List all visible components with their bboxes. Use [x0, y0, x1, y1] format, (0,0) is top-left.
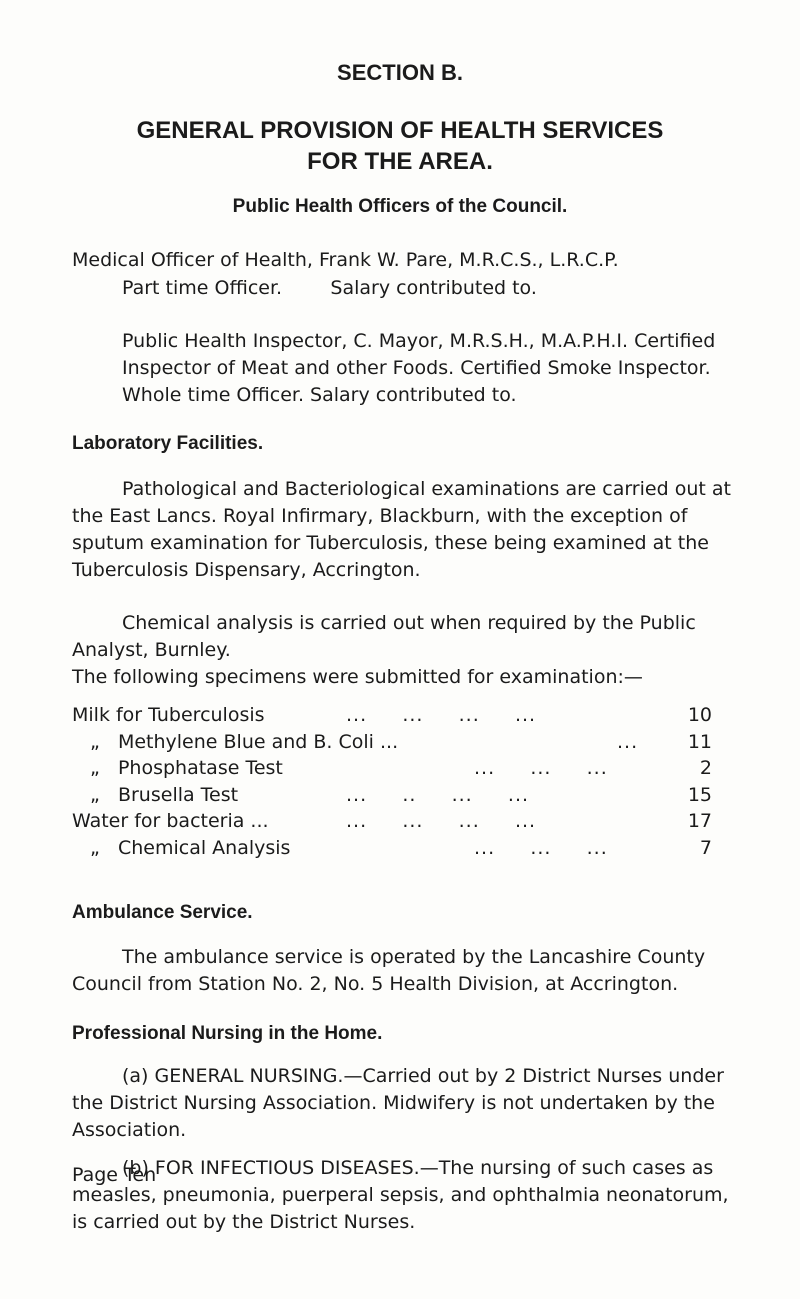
specimen-count: 7 [699, 836, 712, 859]
page-title-line-2: FOR THE AREA. [307, 148, 493, 175]
table-row [72, 784, 712, 811]
table-row [72, 837, 712, 864]
specimen-count: 15 [687, 783, 712, 806]
nursing-heading: Professional Nursing in the Home. [72, 1023, 383, 1044]
ambulance-heading: Ambulance Service. [72, 902, 253, 923]
specimen-label: Water for bacteria ... [72, 810, 269, 832]
medical-officer-line-2: Part time Officer. Salary contributed to. [122, 277, 537, 299]
specimen-count: 17 [687, 810, 712, 832]
laboratory-paragraph-1: Pathological and Bacteriological examinations are carried out at the East Lancs. Royal Infirmary, Blackburn, with the exception of sputum examination for Tuberculosis, these being examined at the Tuberculosis Dispensary, Accrington. [72, 478, 731, 581]
table-row [72, 757, 712, 784]
leader-dots: ... ... ... [474, 836, 608, 859]
leader-dots: ... ... ... ... [346, 810, 537, 832]
leader-dots: ... .. ... ... [346, 783, 530, 806]
leader-dots: ... [617, 730, 639, 753]
specimen-label: „ Chemical Analysis [90, 836, 291, 859]
officers-heading: Public Health Officers of the Council. [232, 196, 568, 217]
health-inspector-paragraph: Public Health Inspector, C. Mayor, M.R.S.H., M.A.P.H.I. Certified Inspector of Meat and other Foods. Certified Smoke Inspector. Whole time Officer. Salary contributed to. [122, 330, 716, 406]
table-row [72, 810, 712, 837]
table-row [72, 731, 712, 758]
specimen-label: „ Brusella Test [90, 783, 239, 806]
section-label: SECTION B. [337, 60, 463, 85]
specimen-label: „ Phosphatase Test [90, 757, 283, 779]
medical-officer-line-1: Medical Officer of Health, Frank W. Pare, M.R.C.S., L.R.C.P. [72, 249, 619, 271]
specimens-table [72, 704, 712, 863]
specimens-intro: The following specimens were submitted for examination:— [72, 666, 643, 688]
page-title-line-1: GENERAL PROVISION OF HEALTH SERVICES [136, 117, 664, 144]
specimen-count: 10 [687, 704, 712, 726]
nursing-paragraph-a: (a) GENERAL NURSING.—Carried out by 2 District Nurses under the District Nursing Association. Midwifery is not undertaken by the Association. [72, 1065, 724, 1141]
ambulance-paragraph: The ambulance service is operated by the Lancashire County Council from Station No. 2, No. 5 Health Division, at Accrington. [72, 946, 706, 995]
page-footer: Page Ten [72, 1164, 157, 1186]
specimen-label: „ Methylene Blue and B. Coli ... [90, 730, 399, 753]
table-row [72, 704, 712, 731]
specimen-count: 2 [699, 757, 712, 779]
nursing-paragraph-b: (b) FOR INFECTIOUS DISEASES.—The nursing of such cases as measles, pneumonia, puerperal sepsis, and ophthalmia neonatorum, is carried out by the District Nurses. [72, 1157, 729, 1233]
leader-dots: ... ... ... ... [346, 704, 537, 726]
laboratory-paragraph-2: Chemical analysis is carried out when required by the Public Analyst, Burnley. [72, 612, 696, 661]
leader-dots: ... ... ... [474, 757, 608, 779]
laboratory-heading: Laboratory Facilities. [72, 433, 264, 454]
specimen-label: Milk for Tuberculosis [72, 704, 265, 726]
specimen-count: 11 [687, 730, 712, 753]
